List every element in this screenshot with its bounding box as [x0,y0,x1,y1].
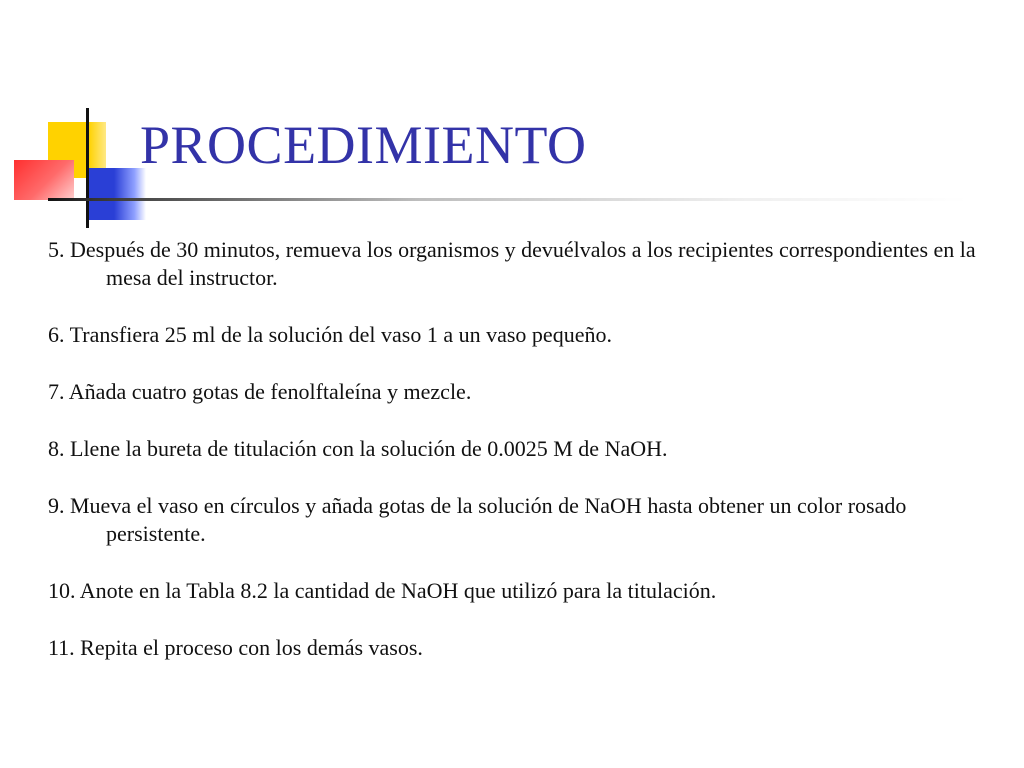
step-11: 11. Repita el proceso con los demás vasos. [48,635,423,660]
title-underline [48,198,968,201]
logo-red-square [14,160,74,200]
logo-vertical-line [86,108,89,228]
procedure-steps [48,236,998,691]
step-10: 10. Anote en la Tabla 8.2 la cantidad de NaOH que utilizó para la titulación. [48,578,717,603]
step-9: 9. Mueva el vaso en círculos y añada gotas de la solución de NaOH hasta obtener un color rosado persistente. [48,493,907,546]
slide-title: PROCEDIMIENTO [140,115,587,175]
logo-blue-square [88,168,146,220]
step-6: 6. Transfiera 25 ml de la solución del vaso 1 a un vaso pequeño. [48,322,612,347]
step-7: 7. Añada cuatro gotas de fenolftaleína y mezcle. [48,379,472,404]
step-8: 8. Llene la bureta de titulación con la solución de 0.0025 M de NaOH. [48,436,668,461]
step-5: 5. Después de 30 minutos, remueva los organismos y devuélvalos a los recipientes correspondientes en la mesa del instructor. [48,237,976,290]
